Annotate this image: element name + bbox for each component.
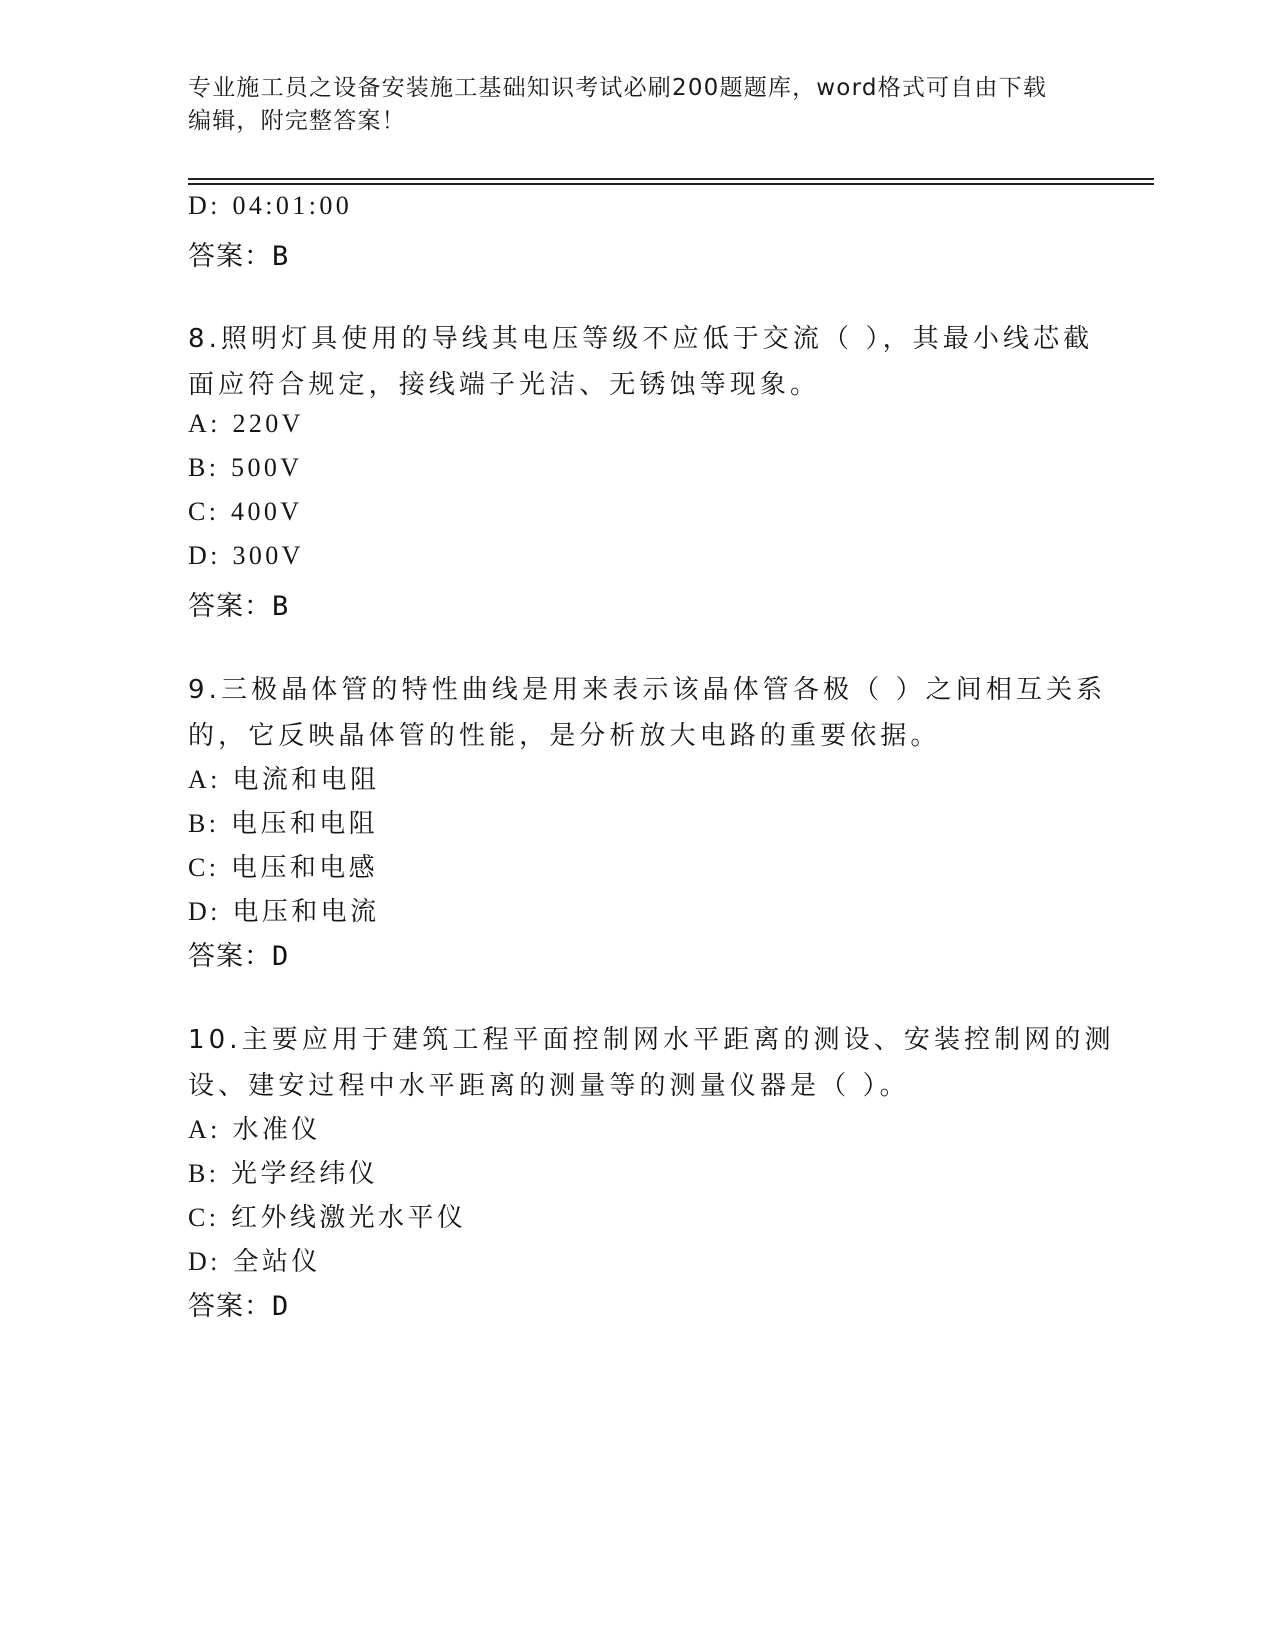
question-stem-line: 9.三极晶体管的特性曲线是用来表示该晶体管各极（ ）之间相互关系 <box>188 675 1107 705</box>
question-stem-line: 设、建安过程中水平距离的测量等的测量仪器是（ ）。 <box>188 1071 910 1101</box>
question-10-stem <box>188 1017 1115 1109</box>
question-10-option-a <box>188 1109 321 1146</box>
option-label: D: <box>188 1247 221 1276</box>
answer-value: B <box>272 241 290 272</box>
option-text: 电压和电感 <box>231 853 379 883</box>
question-stem-line: 面应符合规定，接线端子光洁、无锈蚀等现象。 <box>188 370 821 400</box>
answer-value: B <box>272 591 290 622</box>
question-9-stem <box>188 667 1107 759</box>
answer-label: 答案： <box>188 241 272 272</box>
option-text: 400V <box>231 497 303 526</box>
option-label: D: <box>188 191 221 220</box>
option-text: 光学经纬仪 <box>231 1159 379 1189</box>
option-text: 红外线激光水平仪 <box>231 1203 467 1233</box>
question-8-option-a <box>188 409 304 439</box>
question-9-option-d <box>188 891 380 928</box>
answer-value: D <box>272 941 290 972</box>
question-8-option-b <box>188 453 302 483</box>
option-label: A: <box>188 1115 221 1144</box>
question-stem-line: 8.照明灯具使用的导线其电压等级不应低于交流（ ），其最小线芯截 <box>188 324 1094 354</box>
question-9-answer <box>188 934 289 973</box>
option-text: 220V <box>232 409 304 438</box>
question-10-option-d <box>188 1241 321 1278</box>
question-10-option-b <box>188 1153 378 1190</box>
question-stem-line: 的，它反映晶体管的性能，是分析放大电路的重要依据。 <box>188 721 941 751</box>
header-title-line1: 专业施工员之设备安装施工基础知识考试必刷200题题库，word格式可自由下载 <box>188 75 1048 101</box>
question-8-stem <box>188 316 1094 408</box>
option-label: A: <box>188 409 221 438</box>
prev-option-d <box>188 191 352 221</box>
option-text: 电压和电流 <box>232 897 380 927</box>
option-label: A: <box>188 765 221 794</box>
option-label: B: <box>188 809 220 838</box>
option-label: B: <box>188 453 220 482</box>
option-text: 300V <box>232 541 304 570</box>
question-10-answer <box>188 1284 289 1323</box>
option-text: 电压和电阻 <box>231 809 379 839</box>
option-label: C: <box>188 497 220 526</box>
question-8-option-c <box>188 497 302 527</box>
question-10-option-c <box>188 1197 466 1234</box>
option-text: 04:01:00 <box>232 191 353 220</box>
answer-label: 答案： <box>188 591 272 622</box>
option-label: B: <box>188 1159 220 1188</box>
question-9-option-c <box>188 847 378 884</box>
answer-label: 答案： <box>188 941 272 972</box>
question-8-answer <box>188 584 289 623</box>
page-header <box>188 72 1068 138</box>
option-label: D: <box>188 541 221 570</box>
question-stem-line: 10.主要应用于建筑工程平面控制网水平距离的测设、安装控制网的测 <box>188 1025 1115 1055</box>
option-text: 水准仪 <box>232 1115 321 1145</box>
header-title-line2: 编辑，附完整答案！ <box>188 108 406 134</box>
option-text: 全站仪 <box>232 1247 321 1277</box>
option-text: 电流和电阻 <box>232 765 380 795</box>
answer-label: 答案： <box>188 1291 272 1322</box>
option-label: C: <box>188 1203 220 1232</box>
question-8-option-d <box>188 541 304 571</box>
option-label: D: <box>188 897 221 926</box>
option-label: C: <box>188 853 220 882</box>
prev-answer <box>188 234 289 273</box>
header-divider-bottom <box>188 183 1154 185</box>
question-9-option-b <box>188 803 378 840</box>
header-divider-top <box>188 178 1154 180</box>
option-text: 500V <box>231 453 303 482</box>
question-9-option-a <box>188 759 380 796</box>
answer-value: D <box>272 1291 290 1322</box>
